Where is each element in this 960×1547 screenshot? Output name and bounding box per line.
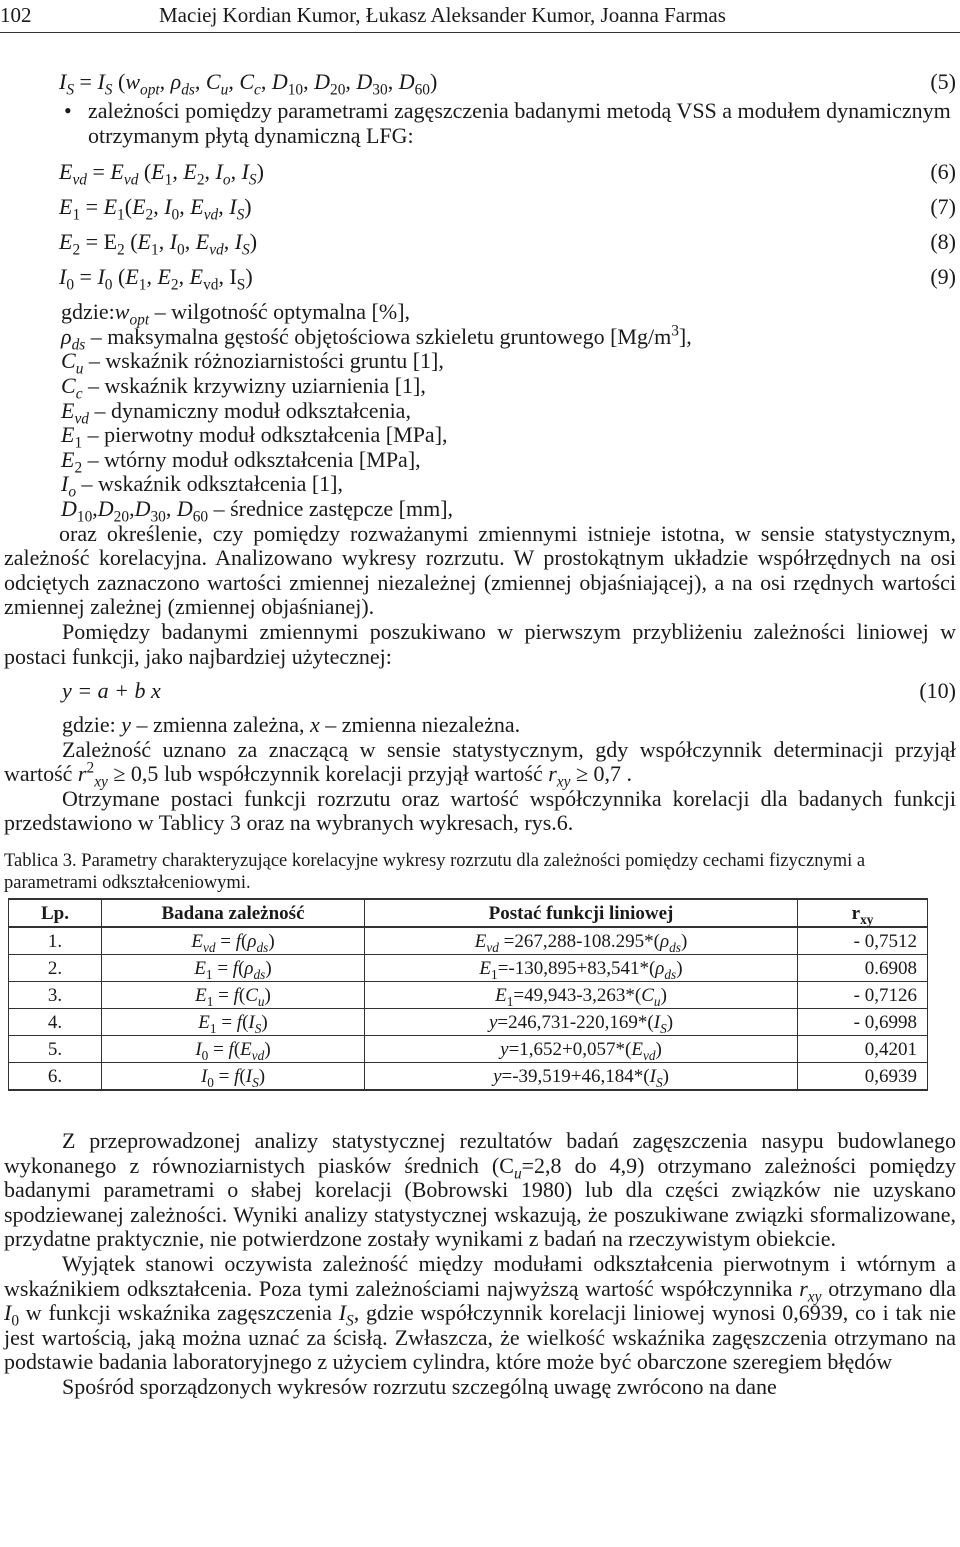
definition-d: $D_{10},D_{20},D_{30}$, $D_{60}$ – średnice zastępcze [mm], xyxy=(61,495,454,526)
equation-number: (10) xyxy=(919,678,956,704)
running-header xyxy=(0,0,960,33)
page-number: 102 xyxy=(0,3,32,27)
authors: Maciej Kordian Kumor, Łukasz Aleksander Kumor, Joanna Farmas xyxy=(159,3,726,27)
table-row: 6. $I_0 = f(I_S)$ $y=-39,519+46,184*(I_S)$ 0,6939 xyxy=(9,1063,928,1091)
bullet-icon: • xyxy=(64,98,72,123)
paragraph-significance: Zależność uznano za znaczącą w sensie statystycznym, gdy współczynnik determinacji przyjął wartość $r^2_{xy} \ge 0,5$ lub współczynnik korelacji przyjął wartość $r_{xy} \ge 0,7$ . xyxy=(4,736,956,791)
equation-9: $I_0 = I_0$ ($E_1$, $E_2$, $E_{vd}$, $I_S$) (9) xyxy=(59,264,956,294)
equation-8: $E_2 = E_2$ ($E_1$, $I_0$, $E_{vd}$, $I_S$) (8) xyxy=(59,229,956,259)
table-row: 3. $E_1 = f(C_u)$ $E_1=49,943-3,263*(C_u)$ - 0,7126 xyxy=(9,982,928,1009)
equation-10: y = a + b x (10) xyxy=(62,678,956,704)
header-rxy: $r_{xy}$ xyxy=(798,899,928,927)
equation-number: (5) xyxy=(930,69,956,94)
equation-5: $I_S = I_S$ ($w_{opt}$, $\rho_{ds}$, $C_u$, $C_c$, $D_{10}$, $D_{20}$, $D_{30}$, $D_{60}$) (5) xyxy=(59,69,956,99)
header-lp: Lp. xyxy=(9,899,102,927)
table-caption: Tablica 3. Parametry charakteryzujące korelacyjne wykresy rozrzutu dla zależności pomiędzy cechami fizycznymi a parametrami odkształceniowymi. xyxy=(4,851,866,894)
paragraph-linear: Pomiędzy badanymi zmiennymi poszukiwano w pierwszym przybliżeniu zależności liniowej w postaci funkcji, jako najbardziej użytecznej: xyxy=(4,618,956,669)
table-row: 1. $E_{vd} = f(\rho_{ds})$ $E_{vd} =267,288-108.295*(\rho_{ds})$ - 0,7512 xyxy=(9,927,928,955)
definition-rhods: $\rho_{ds}$ – maksymalna gęstość objętościowa szkieletu gruntowego $[Mg/m^3]$, xyxy=(61,322,692,354)
main-text xyxy=(4,70,956,1400)
header-function: Postać funkcji liniowej xyxy=(365,899,798,927)
definition-evd: $E_{vd}$ – dynamiczny moduł odkształcenia, xyxy=(61,397,411,427)
table-header-row xyxy=(9,899,928,927)
paragraph-analysis: oraz określenie, czy pomiędzy rozważanymi zmiennymi istnieje istotna, w sensie statystycznym, zależność korelacyjna. Analizowano wykresy rozrzutu. W prostokątnym układzie współrzędnych na osi odciętych zaznaczono wartości zmiennej niezależnej (zmiennej objaśniającej), a na osi rzędnych wartości zmiennej zależnej (zmiennej objaśnianej). xyxy=(4,520,956,620)
table-row: 5. $I_0 = f(E_{vd})$ $y=1,652+0,057*(E_{vd})$ 0,4201 xyxy=(9,1036,928,1063)
header-relation: Badana zależność xyxy=(102,899,365,927)
bullet-text: zależności pomiędzy parametrami zagęszczenia badanymi metodą VSS a modułem dynamicznym otrzymanym płytą dynamiczną LFG: xyxy=(88,98,951,148)
definition-e2: $E_2$ – wtórny moduł odkształcenia [MPa], xyxy=(61,446,421,477)
paragraph-plots: Spośród sporządzonych wykresów rozrzutu szczególną uwagę zwrócono na dane xyxy=(62,1374,777,1399)
definition-cu: $C_u$ – wskaźnik różnoziarnistości gruntu [1], xyxy=(61,348,444,378)
variable-definitions xyxy=(4,299,956,526)
bullet-item xyxy=(4,99,956,148)
table-row: 2. $E_1 = f(\rho_{ds})$ $E_1=-130,895+83,541*(\rho_{ds})$ 0.6908 xyxy=(9,955,928,982)
equation-number: (6) xyxy=(930,159,956,185)
equation-number: (8) xyxy=(930,229,956,255)
discussion xyxy=(4,1129,956,1400)
definition-e1: $E_1$ – pierwotny moduł odkształcenia [MPa], xyxy=(61,422,448,452)
table-3 xyxy=(8,898,928,1091)
definition-cc: $C_c$ – wskaźnik krzywizny uziarnienia [1], xyxy=(61,372,426,403)
equation-number: (7) xyxy=(930,194,956,220)
paragraph-conclusions: Z przeprowadzonej analizy statystycznej rezultatów badań zagęszczenia nasypu budowlanego wykonanego z równoziarnistych piasków średnich ($C_u=2,8$ do 4,9) otrzymano zależności pomiędzy badanymi parametrami o słabej korelacji (Bobrowski 1980) lub dla części związków nie uzyskano spodziewanej zależności. Wyniki analizy statystycznej wskazują, że poszukiwane związki sformalizowane, przydatne praktycznie, nie potwierdzone zostały wynikami z badań na rzeczywistym obiekcie. xyxy=(4,1128,956,1252)
paragraph-exception: Wyjątek stanowi oczywista zależność między modułami odkształcenia pierwotnym i wtórnym a wskaźnikiem odkształcenia. Poza tymi zależnościami najwyższą wartość współczynnika $r_{xy}$ otrzymano dla $I_0$ w funkcji wskaźnika zagęszczenia $I_S$, gdzie współczynnik korelacji liniowej wynosi 0,6939, co i tak nie jest wartością, jaką można uznać za ścisłą. Zwłaszcza, że wielkość wskaźnika zagęszczenia otrzymano na podstawie badania laboratoryjnego z użyciem cylindra, które może być obarczone szeregiem błędów xyxy=(4,1251,956,1375)
table-row: 4. $E_1 = f(I_S)$ $y=246,731-220,169*(I_S)$ - 0,6998 xyxy=(9,1009,928,1036)
definition-io: $I_o$ – wskaźnik odkształcenia [1], xyxy=(61,471,343,501)
definition-wopt: $gdzie:w_{opt}$ – wilgotność optymalna [%], xyxy=(61,299,411,329)
equation-6: $E_{vd} = E_{vd}$ ($E_1$, $E_2$, $I_o$, $I_S$) (6) xyxy=(59,159,956,189)
paragraph-results: Otrzymane postaci funkcji rozrzutu oraz wartość współczynnika korelacji dla badanych funkcji przedstawiono w Tablicy 3 oraz na wybranych wykresach, rys.6. xyxy=(4,785,956,836)
equation-7: $E_1 = E_1(E_2$, $I_0$, $E_{vd}$, $I_S$) (7) xyxy=(59,194,956,224)
definition-yx: gdzie: y – zmienna zależna, x – zmienna niezależna. xyxy=(62,712,521,738)
equation-number: (9) xyxy=(930,264,956,290)
